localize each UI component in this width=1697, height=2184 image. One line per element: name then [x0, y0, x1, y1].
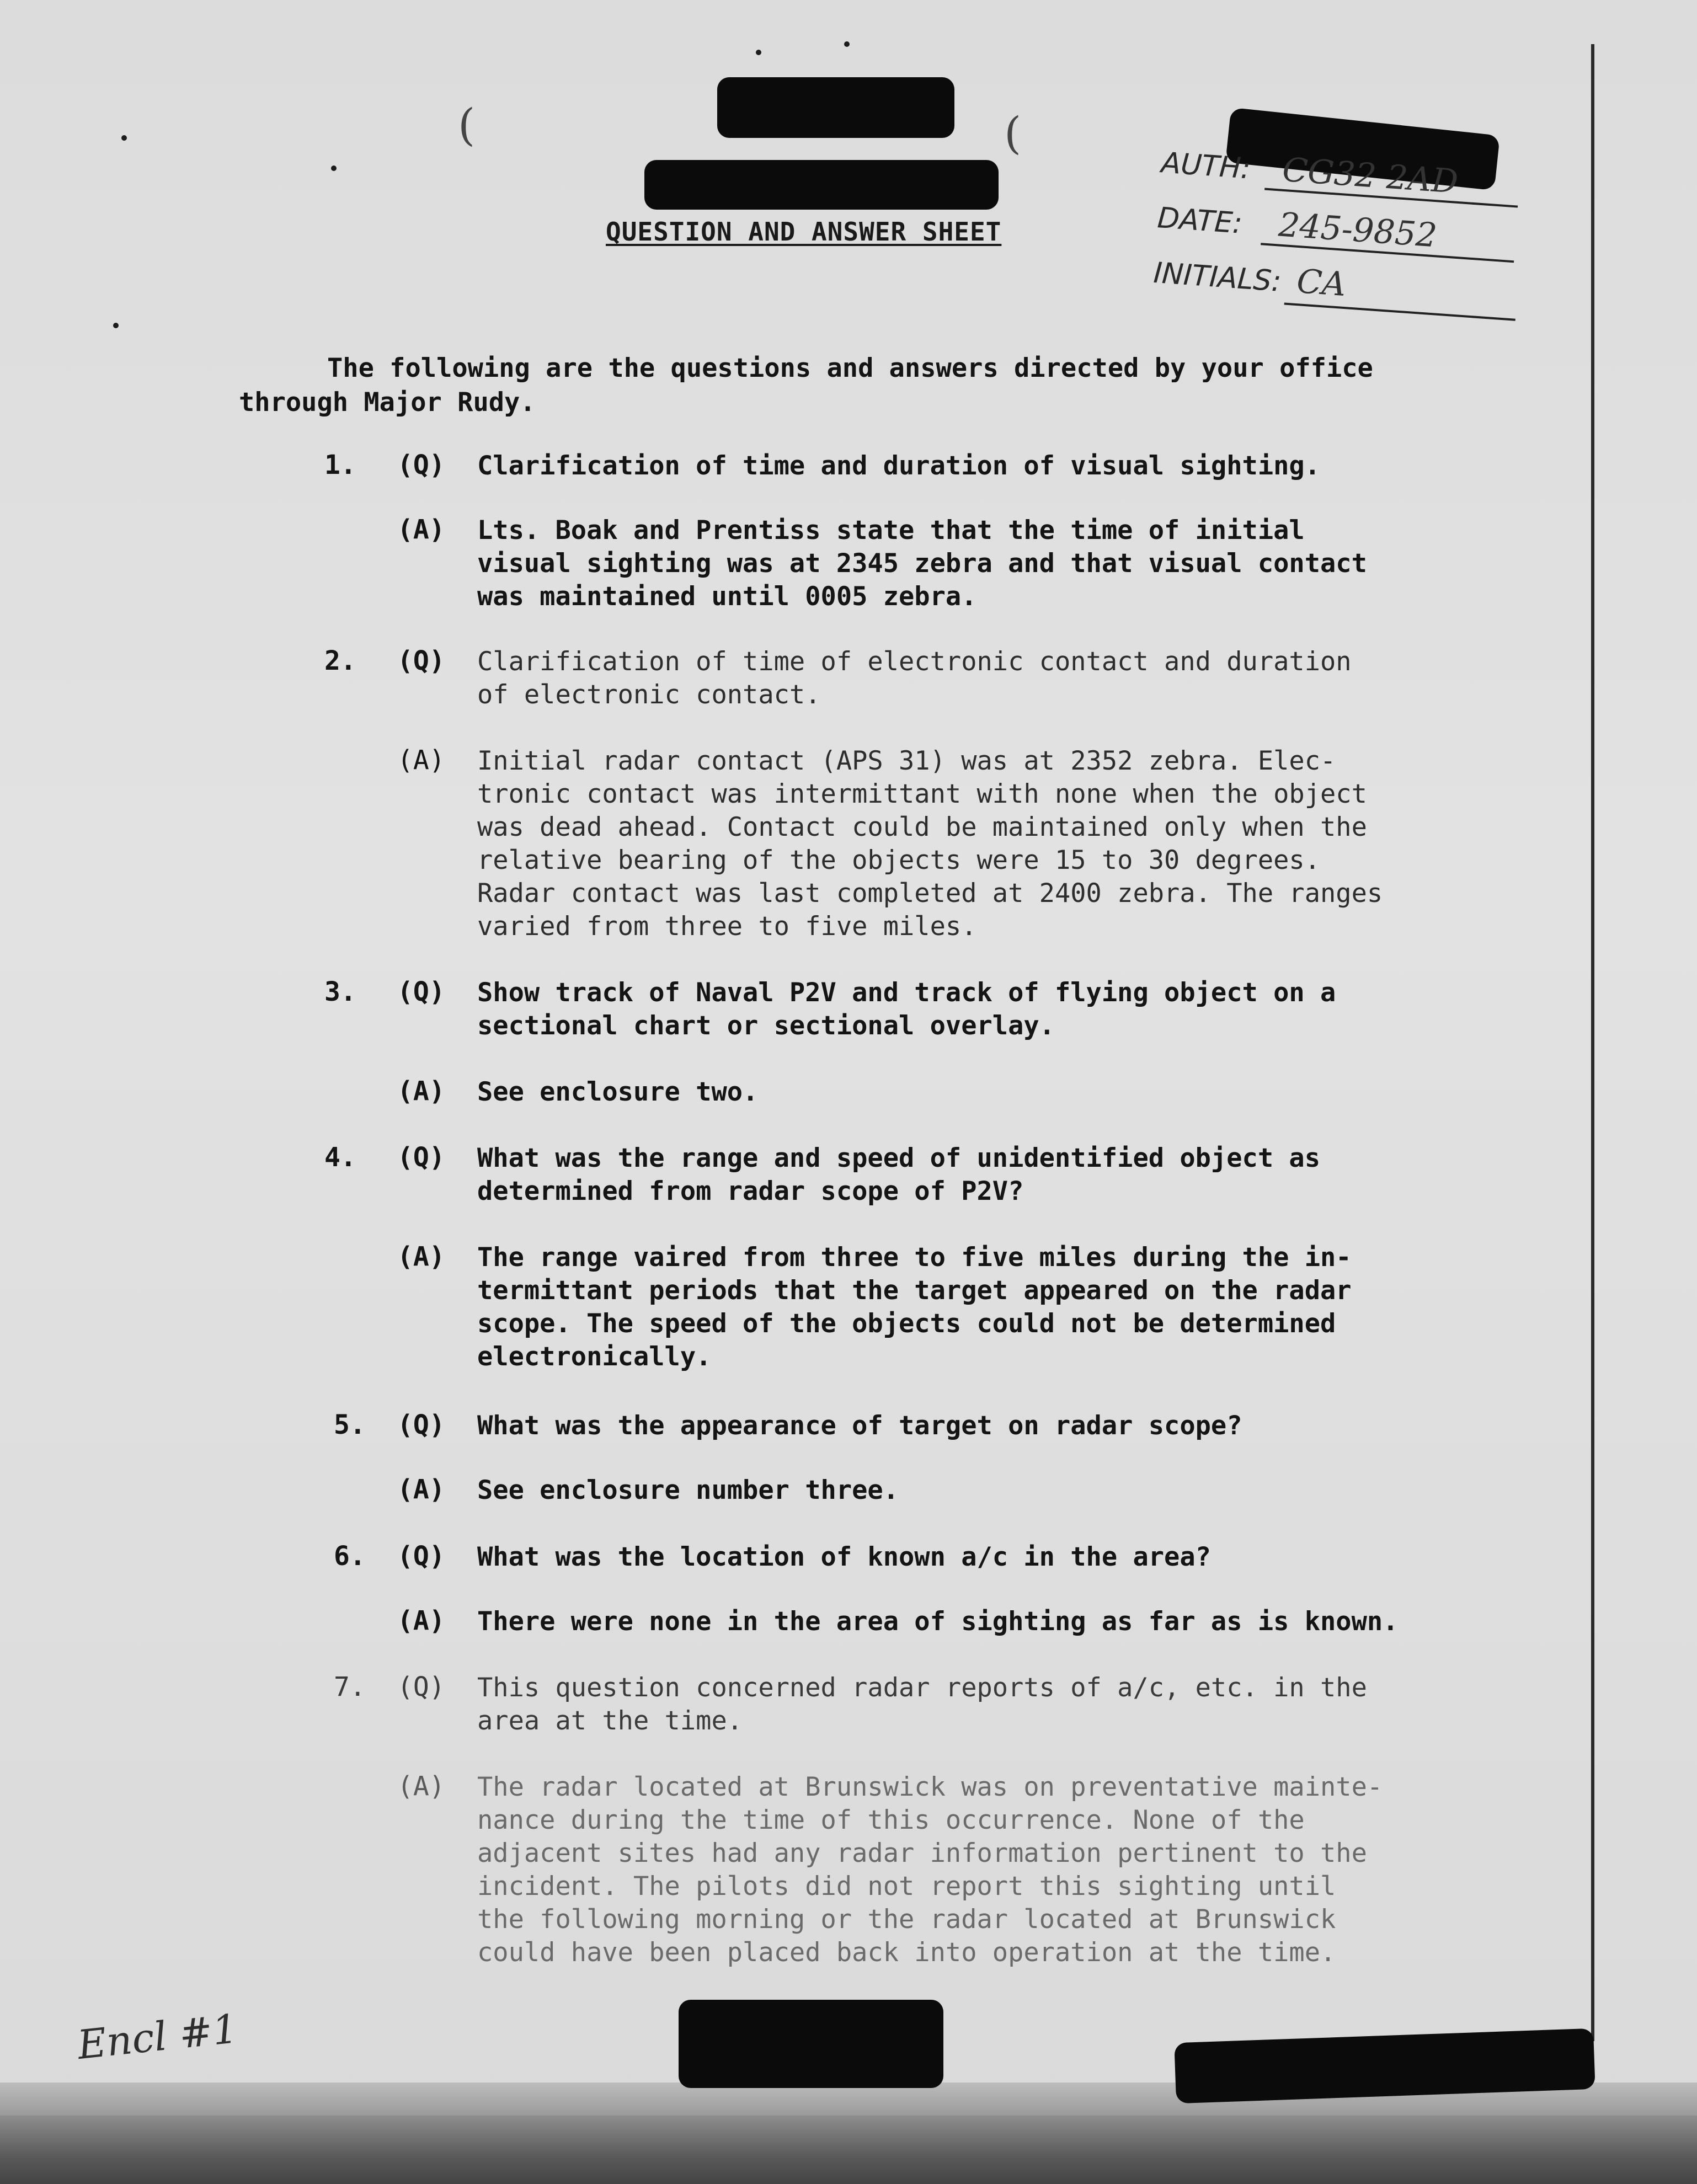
item-4-answer: The range vaired from three to five miles during the in- termittant periods that the target appeared on the radar scope. The speed of the objects could not be determined electronically.	[477, 1242, 1352, 1372]
item-7-number: 7.	[334, 1672, 366, 1702]
item-2-answer-tag: (A)	[397, 745, 445, 776]
item-5-number: 5.	[334, 1409, 366, 1440]
page-title: QUESTION AND ANSWER SHEET	[606, 217, 1002, 247]
item-5-question: What was the appearance of target on radar scope?	[477, 1411, 1242, 1441]
stamp-initials-row	[1152, 252, 1347, 304]
item-3-answer-tag: (A)	[397, 1076, 445, 1107]
item-6-number: 6.	[334, 1541, 366, 1572]
item-3-answer: See enclosure two.	[477, 1077, 759, 1107]
stamp-rule	[1284, 302, 1515, 321]
redaction-block	[679, 2000, 943, 2088]
scan-speck	[121, 135, 127, 141]
scan-speck	[113, 323, 119, 328]
handwritten-enclosure-note: Encl #1	[75, 2005, 240, 2068]
item-5-answer-tag: (A)	[397, 1474, 445, 1505]
scan-mark: (	[1004, 108, 1022, 159]
item-2-answer: Initial radar contact (APS 31) was at 2352 zebra. Elec- tronic contact was intermittant with none when the object was dead ahead. Contact could be maintained only when the relative bearing of the objects were 15 to 30 degrees. Radar contact was last completed at 2400 zebra. The ranges varied from three to five miles.	[477, 746, 1383, 942]
item-6-question: What was the location of known a/c in the area?	[477, 1542, 1211, 1572]
stamp-auth-value: CG32 2AD	[1281, 150, 1460, 201]
stamp-date-label: DATE:	[1156, 201, 1244, 241]
item-5-question-tag: (Q)	[397, 1409, 445, 1440]
stamp-date-value: 245-9852	[1277, 205, 1438, 255]
redaction-block	[644, 160, 999, 210]
intro-paragraph	[239, 351, 1475, 420]
item-1-question: Clarification of time and duration of visual sighting.	[477, 451, 1321, 481]
item-4-answer-tag: (A)	[397, 1241, 445, 1272]
stamp-initials-value: CA	[1295, 262, 1348, 305]
item-2-number: 2.	[324, 645, 356, 676]
item-7-answer-tag: (A)	[397, 1771, 445, 1802]
item-6-answer: There were none in the area of sighting as far as is known.	[477, 1606, 1399, 1637]
declassification-stamp	[1149, 136, 1527, 360]
item-4-question: What was the range and speed of unidentified object as determined from radar scope of P2V?	[477, 1143, 1321, 1206]
intro-line-2: through Major Rudy.	[239, 387, 536, 418]
item-7-question: This question concerned radar reports of a/c, etc. in the area at the time.	[477, 1673, 1367, 1736]
item-2-question: Clarification of time of electronic contact and duration of electronic contact.	[477, 647, 1352, 710]
item-5-answer: See enclosure number three.	[477, 1475, 899, 1505]
item-3-question-tag: (Q)	[397, 976, 445, 1007]
scan-mark: (	[458, 99, 476, 151]
item-6-question-tag: (Q)	[397, 1541, 445, 1572]
scan-bottom-edge	[0, 2116, 1697, 2184]
item-4-number: 4.	[324, 1142, 356, 1173]
item-1-question-tag: (Q)	[397, 450, 445, 480]
item-7-question-tag: (Q)	[397, 1672, 445, 1702]
item-3-number: 3.	[324, 976, 356, 1007]
item-1-answer: Lts. Boak and Prentiss state that the time of initial visual sighting was at 2345 zebra and that visual contact was maintained until 0005 zebra.	[477, 515, 1367, 612]
intro-line-1: The following are the questions and answers directed by your office	[327, 353, 1373, 383]
item-3-question: Show track of Naval P2V and track of flying object on a sectional chart or sectional overlay.	[477, 978, 1336, 1041]
scan-speck	[756, 50, 761, 55]
item-2-question-tag: (Q)	[397, 645, 445, 676]
item-1-answer-tag: (A)	[397, 514, 445, 545]
redaction-block	[717, 77, 954, 138]
stamp-auth-label: AUTH:	[1160, 146, 1252, 186]
scan-speck	[331, 165, 337, 171]
stamp-initials-label: INITIALS:	[1152, 256, 1283, 298]
scan-speck	[844, 41, 850, 47]
item-6-answer-tag: (A)	[397, 1605, 445, 1636]
item-7-answer: The radar located at Brunswick was on preventative mainte- nance during the time of this occurrence. None of the adjacent sites had any radar information pertinent to the incident. The pilots did not report this sighting until the following morning or the radar located at Brunswick could have been placed back into operation at the time.	[477, 1772, 1383, 1968]
page-edge-shadow	[1591, 44, 1594, 2041]
item-4-question-tag: (Q)	[397, 1142, 445, 1173]
item-1-number: 1.	[324, 450, 356, 480]
